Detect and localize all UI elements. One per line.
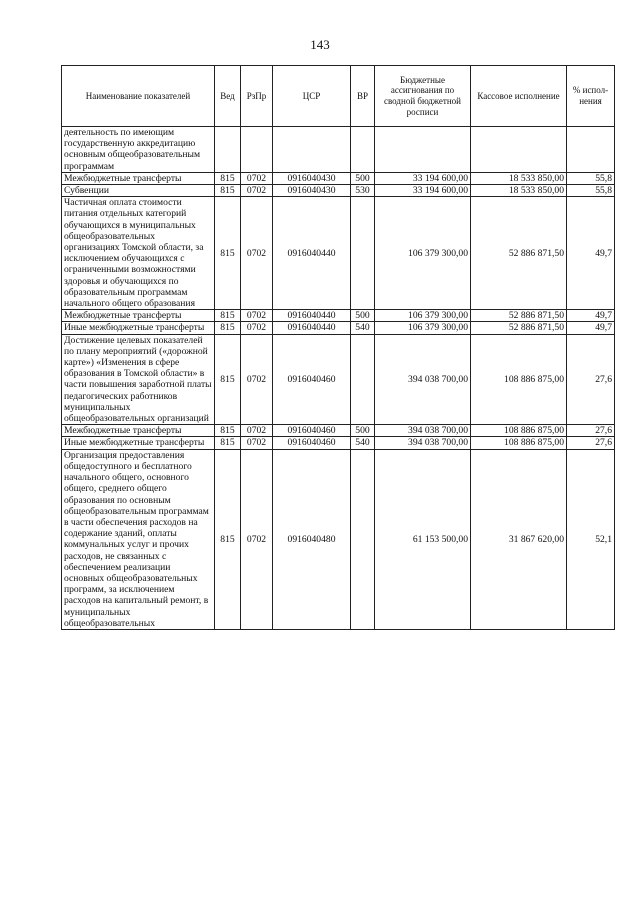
cell-vr: [351, 449, 375, 629]
col-header-execution: Кассовое исполнение: [471, 66, 567, 127]
cell-csr: 0916040440: [273, 197, 351, 310]
cell-percent: [567, 127, 615, 173]
cell-execution: 108 886 875,00: [471, 437, 567, 449]
cell-ved: [215, 127, 241, 173]
cell-ved: 815: [215, 322, 241, 334]
table-row: [62, 310, 615, 322]
cell-name: Иные межбюджетные трансферты: [62, 322, 215, 334]
cell-csr: [273, 127, 351, 173]
cell-csr: 0916040430: [273, 172, 351, 184]
cell-budget: 61 153 500,00: [375, 449, 471, 629]
cell-rzpr: 0702: [241, 197, 273, 310]
cell-percent: 52,1: [567, 449, 615, 629]
cell-percent: 55,8: [567, 172, 615, 184]
table-row: [62, 185, 615, 197]
cell-execution: 108 886 875,00: [471, 334, 567, 425]
cell-csr: 0916040460: [273, 334, 351, 425]
cell-percent: 27,6: [567, 334, 615, 425]
cell-ved: 815: [215, 449, 241, 629]
cell-ved: 815: [215, 425, 241, 437]
cell-rzpr: 0702: [241, 322, 273, 334]
cell-csr: 0916040480: [273, 449, 351, 629]
budget-execution-table: [61, 65, 615, 630]
col-header-vr: ВР: [351, 66, 375, 127]
cell-percent: 55,8: [567, 185, 615, 197]
cell-vr: 500: [351, 172, 375, 184]
col-header-percent: % испол-нения: [567, 66, 615, 127]
table-row: [62, 172, 615, 184]
cell-name: Частичная оплата стоимости питания отдельных категорий обучающихся в муниципальных общеобразовательных организациях Томской области, за исключением обучающихся с ограниченными возможностями здоровья и обучающихся по образовательным программам начального общего образования: [62, 197, 215, 310]
cell-ved: 815: [215, 185, 241, 197]
col-header-rzpr: РзПр: [241, 66, 273, 127]
cell-name: Субвенции: [62, 185, 215, 197]
table-row: [62, 322, 615, 334]
cell-rzpr: 0702: [241, 185, 273, 197]
cell-rzpr: [241, 127, 273, 173]
cell-csr: 0916040460: [273, 425, 351, 437]
cell-percent: 49,7: [567, 322, 615, 334]
cell-rzpr: 0702: [241, 172, 273, 184]
cell-name: деятельность по имеющим государственную аккредитацию основным общеобразовательным программам: [62, 127, 215, 173]
cell-csr: 0916040430: [273, 185, 351, 197]
cell-name: Межбюджетные трансферты: [62, 172, 215, 184]
cell-execution: 52 886 871,50: [471, 322, 567, 334]
cell-vr: [351, 334, 375, 425]
cell-csr: 0916040440: [273, 322, 351, 334]
col-header-name: Наименование показателей: [62, 66, 215, 127]
cell-vr: 500: [351, 310, 375, 322]
cell-budget: 394 038 700,00: [375, 425, 471, 437]
cell-percent: 49,7: [567, 310, 615, 322]
cell-budget: 394 038 700,00: [375, 334, 471, 425]
cell-percent: 49,7: [567, 197, 615, 310]
cell-rzpr: 0702: [241, 425, 273, 437]
table-row: [62, 425, 615, 437]
cell-vr: 540: [351, 322, 375, 334]
cell-ved: 815: [215, 172, 241, 184]
cell-name: Иные межбюджетные трансферты: [62, 437, 215, 449]
cell-ved: 815: [215, 197, 241, 310]
col-header-budget: Бюджетные ассигнования по сводной бюджетной росписи: [375, 66, 471, 127]
cell-name: Межбюджетные трансферты: [62, 425, 215, 437]
cell-percent: 27,6: [567, 437, 615, 449]
cell-name: Межбюджетные трансферты: [62, 310, 215, 322]
cell-budget: [375, 127, 471, 173]
table-row: [62, 197, 615, 310]
table-row: [62, 449, 615, 629]
cell-budget: 106 379 300,00: [375, 322, 471, 334]
cell-execution: 52 886 871,50: [471, 197, 567, 310]
cell-execution: 31 867 620,00: [471, 449, 567, 629]
cell-name: Организация предоставления общедоступного и бесплатного начального общего, основного общего, среднего общего образования по основным общеобразовательным программам в части обеспечения расходов на содержание зданий, оплаты коммунальных услуг и прочих расходов, не связанных с обеспечением реализации основных общеобразовательных программ, за исключением расходов на капитальный ремонт, в муниципальных общеобразовательных: [62, 449, 215, 629]
cell-vr: 500: [351, 425, 375, 437]
cell-vr: [351, 127, 375, 173]
cell-execution: [471, 127, 567, 173]
cell-percent: 27,6: [567, 425, 615, 437]
cell-budget: 33 194 600,00: [375, 185, 471, 197]
cell-budget: 106 379 300,00: [375, 197, 471, 310]
cell-execution: 18 533 850,00: [471, 185, 567, 197]
cell-vr: 540: [351, 437, 375, 449]
table-header-row: [62, 66, 615, 127]
cell-rzpr: 0702: [241, 310, 273, 322]
cell-rzpr: 0702: [241, 334, 273, 425]
cell-rzpr: 0702: [241, 449, 273, 629]
cell-execution: 108 886 875,00: [471, 425, 567, 437]
cell-ved: 815: [215, 310, 241, 322]
cell-rzpr: 0702: [241, 437, 273, 449]
cell-csr: 0916040460: [273, 437, 351, 449]
page-number: 143: [310, 37, 330, 52]
table-row: [62, 334, 615, 425]
table-row: [62, 437, 615, 449]
table-row: [62, 127, 615, 173]
cell-budget: 33 194 600,00: [375, 172, 471, 184]
col-header-ved: Вед: [215, 66, 241, 127]
cell-csr: 0916040440: [273, 310, 351, 322]
cell-vr: 530: [351, 185, 375, 197]
cell-execution: 52 886 871,50: [471, 310, 567, 322]
cell-budget: 106 379 300,00: [375, 310, 471, 322]
cell-ved: 815: [215, 437, 241, 449]
cell-budget: 394 038 700,00: [375, 437, 471, 449]
cell-ved: 815: [215, 334, 241, 425]
cell-execution: 18 533 850,00: [471, 172, 567, 184]
cell-vr: [351, 197, 375, 310]
col-header-csr: ЦСР: [273, 66, 351, 127]
cell-name: Достижение целевых показателей по плану мероприятий («дорожной карте») «Изменения в сфере образования в Томской области» в части повышения заработной платы педагогических работников муниципальных общеобразовательных организаций: [62, 334, 215, 425]
